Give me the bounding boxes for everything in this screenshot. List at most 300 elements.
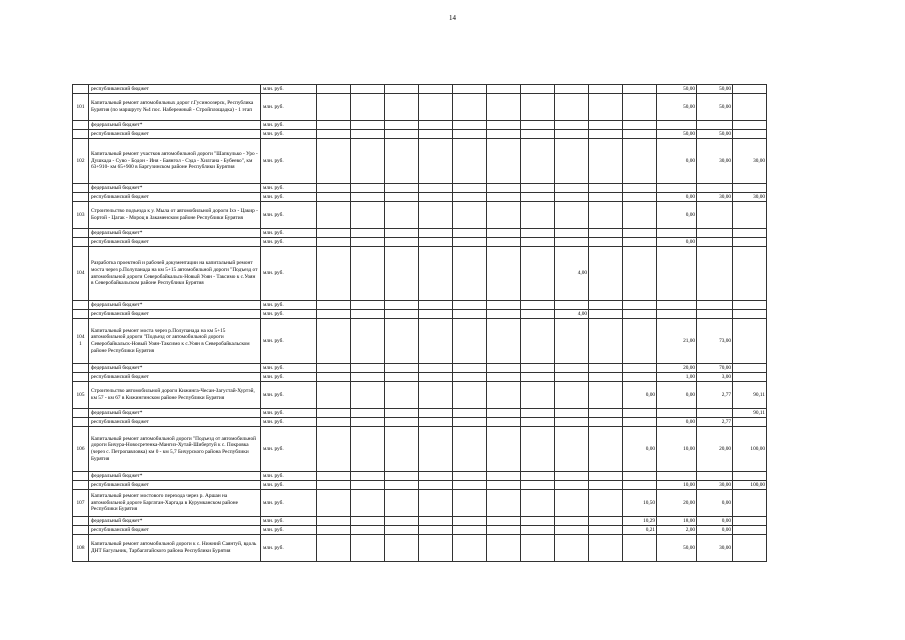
value-cell: [555, 229, 589, 238]
value-cell: [351, 382, 385, 409]
value-cell: 0,00: [657, 418, 697, 427]
value-cell: [487, 319, 521, 364]
description-cell: Капитальный ремонт автомобильных дорог г.Гусиноозерск, Республика Бурятия (по маршруту №4 пос. Набережный - Стройплощадка) - 1 этап: [89, 94, 261, 121]
value-cell: [589, 310, 623, 319]
value-cell: 0,00: [697, 526, 733, 535]
value-cell: [351, 238, 385, 247]
value-cell: 10,29: [623, 517, 657, 526]
value-cell: [555, 130, 589, 139]
unit-cell: млн. руб.: [261, 526, 317, 535]
value-cell: [589, 301, 623, 310]
value-cell: [555, 490, 589, 517]
value-cell: [453, 319, 487, 364]
row-number-cell: [73, 193, 89, 202]
row-number-cell: 105: [73, 382, 89, 409]
value-cell: 0,00: [657, 382, 697, 409]
value-cell: [733, 121, 767, 130]
value-cell: [385, 238, 419, 247]
value-cell: [733, 130, 767, 139]
value-cell: 70,00: [697, 364, 733, 373]
value-cell: [521, 535, 555, 562]
value-cell: [623, 139, 657, 184]
value-cell: [385, 526, 419, 535]
value-cell: [317, 247, 351, 301]
description-cell: республиканский бюджет: [89, 193, 261, 202]
value-cell: [351, 139, 385, 184]
value-cell: [317, 193, 351, 202]
value-cell: [487, 184, 521, 193]
value-cell: [623, 193, 657, 202]
value-cell: [385, 427, 419, 472]
value-cell: [697, 301, 733, 310]
unit-cell: млн. руб.: [261, 427, 317, 472]
unit-cell: млн. руб.: [261, 373, 317, 382]
row-number-cell: 104 1: [73, 319, 89, 364]
value-cell: [351, 319, 385, 364]
value-cell: [419, 193, 453, 202]
value-cell: [697, 184, 733, 193]
value-cell: 30,00: [733, 193, 767, 202]
value-cell: [589, 382, 623, 409]
unit-cell: млн. руб.: [261, 418, 317, 427]
value-cell: [385, 310, 419, 319]
description-cell: федеральный бюджет*: [89, 364, 261, 373]
value-cell: [351, 229, 385, 238]
unit-cell: млн. руб.: [261, 535, 317, 562]
value-cell: [419, 85, 453, 94]
value-cell: [453, 373, 487, 382]
value-cell: [521, 310, 555, 319]
value-cell: [317, 418, 351, 427]
value-cell: 20,00: [697, 427, 733, 472]
description-cell: Капитальный ремонт мостового перехода через р. Аршан на автомобильной дороге Баргатан-Харгада в Курумканском районе Республики Бурятия: [89, 490, 261, 517]
value-cell: [521, 121, 555, 130]
value-cell: [385, 418, 419, 427]
value-cell: [521, 517, 555, 526]
value-cell: [657, 472, 697, 481]
value-cell: [487, 229, 521, 238]
row-number-cell: 103: [73, 202, 89, 229]
value-cell: 3,00: [697, 373, 733, 382]
row-number-cell: [73, 130, 89, 139]
value-cell: [453, 94, 487, 121]
value-cell: [487, 481, 521, 490]
value-cell: [317, 517, 351, 526]
value-cell: [419, 364, 453, 373]
value-cell: [657, 310, 697, 319]
value-cell: [351, 130, 385, 139]
unit-cell: млн. руб.: [261, 229, 317, 238]
value-cell: [623, 94, 657, 121]
value-cell: [589, 481, 623, 490]
value-cell: [623, 535, 657, 562]
value-cell: [487, 85, 521, 94]
value-cell: [385, 319, 419, 364]
value-cell: [351, 409, 385, 418]
value-cell: [623, 238, 657, 247]
value-cell: [453, 139, 487, 184]
value-cell: [487, 526, 521, 535]
value-cell: [521, 373, 555, 382]
value-cell: [453, 472, 487, 481]
unit-cell: млн. руб.: [261, 193, 317, 202]
value-cell: [453, 184, 487, 193]
description-cell: республиканский бюджет: [89, 373, 261, 382]
value-cell: [657, 247, 697, 301]
value-cell: [589, 535, 623, 562]
value-cell: [317, 301, 351, 310]
value-cell: [317, 373, 351, 382]
row-number-cell: 104: [73, 247, 89, 301]
table-row: [73, 94, 767, 121]
value-cell: [351, 427, 385, 472]
value-cell: 30,00: [697, 481, 733, 490]
description-cell: федеральный бюджет*: [89, 301, 261, 310]
value-cell: 90,11: [733, 409, 767, 418]
value-cell: [487, 418, 521, 427]
description-cell: федеральный бюджет*: [89, 472, 261, 481]
value-cell: [521, 193, 555, 202]
value-cell: [453, 382, 487, 409]
value-cell: [657, 301, 697, 310]
value-cell: [385, 382, 419, 409]
row-number-cell: [73, 409, 89, 418]
row-number-cell: 101: [73, 94, 89, 121]
value-cell: 30,00: [697, 193, 733, 202]
value-cell: [589, 139, 623, 184]
value-cell: [623, 319, 657, 364]
value-cell: [317, 202, 351, 229]
table-row: [73, 85, 767, 94]
value-cell: 2,77: [697, 382, 733, 409]
value-cell: [487, 94, 521, 121]
value-cell: [589, 319, 623, 364]
table-row: [73, 229, 767, 238]
table-row: [73, 472, 767, 481]
value-cell: [589, 247, 623, 301]
value-cell: [487, 202, 521, 229]
value-cell: [521, 229, 555, 238]
value-cell: 0,00: [657, 139, 697, 184]
value-cell: [733, 247, 767, 301]
value-cell: [555, 238, 589, 247]
value-cell: [453, 247, 487, 301]
table-row: [73, 526, 767, 535]
value-cell: [317, 238, 351, 247]
value-cell: [419, 247, 453, 301]
value-cell: [385, 202, 419, 229]
value-cell: [487, 427, 521, 472]
value-cell: 0,00: [623, 427, 657, 472]
value-cell: [317, 364, 351, 373]
row-number-cell: 106: [73, 427, 89, 472]
value-cell: 4,00: [555, 247, 589, 301]
value-cell: 20,00: [657, 364, 697, 373]
value-cell: [521, 184, 555, 193]
value-cell: [521, 319, 555, 364]
row-number-cell: [73, 238, 89, 247]
value-cell: [351, 202, 385, 229]
value-cell: [453, 310, 487, 319]
value-cell: [351, 121, 385, 130]
value-cell: 10,00: [657, 481, 697, 490]
value-cell: 0,00: [657, 202, 697, 229]
value-cell: [623, 85, 657, 94]
value-cell: [317, 382, 351, 409]
value-cell: [487, 517, 521, 526]
value-cell: [555, 85, 589, 94]
value-cell: [453, 427, 487, 472]
value-cell: 73,00: [697, 319, 733, 364]
value-cell: [385, 301, 419, 310]
value-cell: [385, 247, 419, 301]
value-cell: [385, 229, 419, 238]
table-row: [73, 202, 767, 229]
value-cell: [589, 193, 623, 202]
value-cell: [555, 373, 589, 382]
value-cell: [555, 409, 589, 418]
value-cell: [351, 94, 385, 121]
unit-cell: млн. руб.: [261, 202, 317, 229]
description-cell: федеральный бюджет*: [89, 121, 261, 130]
value-cell: [419, 301, 453, 310]
value-cell: 100,00: [733, 427, 767, 472]
value-cell: [419, 130, 453, 139]
unit-cell: млн. руб.: [261, 121, 317, 130]
table-row: [73, 409, 767, 418]
value-cell: [317, 472, 351, 481]
description-cell: федеральный бюджет*: [89, 229, 261, 238]
row-number-cell: 102: [73, 139, 89, 184]
value-cell: [555, 526, 589, 535]
value-cell: [453, 130, 487, 139]
value-cell: 0,00: [657, 193, 697, 202]
value-cell: [657, 121, 697, 130]
value-cell: [487, 139, 521, 184]
value-cell: 50,00: [657, 130, 697, 139]
row-number-cell: 107: [73, 490, 89, 517]
description-cell: республиканский бюджет: [89, 85, 261, 94]
value-cell: 0,00: [697, 490, 733, 517]
value-cell: [697, 472, 733, 481]
value-cell: [521, 481, 555, 490]
value-cell: [385, 94, 419, 121]
value-cell: [351, 526, 385, 535]
value-cell: [733, 94, 767, 121]
value-cell: [487, 247, 521, 301]
value-cell: [697, 409, 733, 418]
value-cell: 30,00: [697, 535, 733, 562]
value-cell: [733, 472, 767, 481]
row-number-cell: [73, 310, 89, 319]
value-cell: 2,77: [697, 418, 733, 427]
row-number-cell: [73, 481, 89, 490]
value-cell: [733, 184, 767, 193]
value-cell: [657, 184, 697, 193]
value-cell: [453, 193, 487, 202]
value-cell: 20,00: [657, 490, 697, 517]
value-cell: [589, 418, 623, 427]
value-cell: [351, 418, 385, 427]
unit-cell: млн. руб.: [261, 472, 317, 481]
unit-cell: млн. руб.: [261, 130, 317, 139]
value-cell: [733, 373, 767, 382]
row-number-cell: 108: [73, 535, 89, 562]
value-cell: [555, 481, 589, 490]
value-cell: [317, 535, 351, 562]
value-cell: [317, 139, 351, 184]
value-cell: [351, 535, 385, 562]
value-cell: [487, 382, 521, 409]
value-cell: [487, 130, 521, 139]
value-cell: [385, 121, 419, 130]
value-cell: [521, 427, 555, 472]
unit-cell: млн. руб.: [261, 490, 317, 517]
value-cell: [317, 490, 351, 517]
value-cell: [453, 526, 487, 535]
unit-cell: млн. руб.: [261, 139, 317, 184]
value-cell: [555, 364, 589, 373]
value-cell: [697, 229, 733, 238]
value-cell: [623, 247, 657, 301]
value-cell: [521, 472, 555, 481]
value-cell: [733, 526, 767, 535]
table-row: [73, 490, 767, 517]
table-row: [73, 427, 767, 472]
value-cell: [419, 535, 453, 562]
value-cell: [487, 373, 521, 382]
table-row: [73, 238, 767, 247]
table-row: [73, 418, 767, 427]
value-cell: [589, 490, 623, 517]
value-cell: [385, 364, 419, 373]
unit-cell: млн. руб.: [261, 184, 317, 193]
value-cell: [419, 184, 453, 193]
value-cell: [555, 301, 589, 310]
value-cell: [589, 364, 623, 373]
value-cell: [385, 472, 419, 481]
row-number-cell: [73, 364, 89, 373]
value-cell: [317, 319, 351, 364]
value-cell: [623, 418, 657, 427]
table-row: [73, 373, 767, 382]
unit-cell: млн. руб.: [261, 85, 317, 94]
value-cell: [453, 517, 487, 526]
value-cell: [623, 364, 657, 373]
value-cell: [419, 373, 453, 382]
row-number-cell: [73, 418, 89, 427]
value-cell: [419, 517, 453, 526]
row-number-cell: [73, 472, 89, 481]
value-cell: [733, 229, 767, 238]
value-cell: [521, 364, 555, 373]
value-cell: [521, 301, 555, 310]
unit-cell: млн. руб.: [261, 310, 317, 319]
table-row: [73, 184, 767, 193]
value-cell: [453, 121, 487, 130]
value-cell: 30,00: [733, 139, 767, 184]
value-cell: 100,00: [733, 481, 767, 490]
value-cell: [589, 373, 623, 382]
description-cell: республиканский бюджет: [89, 130, 261, 139]
value-cell: [733, 535, 767, 562]
value-cell: [385, 409, 419, 418]
value-cell: [697, 310, 733, 319]
value-cell: [453, 364, 487, 373]
value-cell: 21,00: [657, 319, 697, 364]
value-cell: [453, 481, 487, 490]
value-cell: [351, 247, 385, 301]
value-cell: [385, 481, 419, 490]
value-cell: [555, 418, 589, 427]
table-row: [73, 193, 767, 202]
value-cell: [453, 202, 487, 229]
value-cell: [317, 130, 351, 139]
value-cell: [733, 319, 767, 364]
value-cell: [419, 481, 453, 490]
description-cell: республиканский бюджет: [89, 526, 261, 535]
value-cell: [589, 184, 623, 193]
value-cell: [623, 229, 657, 238]
value-cell: [385, 535, 419, 562]
value-cell: [521, 490, 555, 517]
value-cell: [419, 427, 453, 472]
value-cell: [697, 238, 733, 247]
value-cell: [555, 184, 589, 193]
value-cell: [487, 490, 521, 517]
table-row: [73, 301, 767, 310]
description-cell: Капитальный ремонт участков автомобильной дороги "Шапкулько - Уро - Душкада - Суво - Бодон - Иня - Баянгол - Сэда - Хилгана - Бубеево", км 63+910- км 65+900 в Баргузинском районе Республики Бурятия: [89, 139, 261, 184]
table-row: [73, 139, 767, 184]
value-cell: [589, 238, 623, 247]
table-row: [73, 319, 767, 364]
table-row: [73, 382, 767, 409]
description-cell: республиканский бюджет: [89, 418, 261, 427]
row-number-cell: [73, 373, 89, 382]
value-cell: [317, 427, 351, 472]
value-cell: [385, 517, 419, 526]
value-cell: [487, 535, 521, 562]
value-cell: [623, 409, 657, 418]
value-cell: [623, 184, 657, 193]
value-cell: [589, 94, 623, 121]
value-cell: [419, 526, 453, 535]
value-cell: [555, 382, 589, 409]
value-cell: [589, 130, 623, 139]
description-cell: республиканский бюджет: [89, 481, 261, 490]
value-cell: [317, 184, 351, 193]
description-cell: Строительство подъезда к у. Мыла от автомобильной дороги Іхэ - Цакир - Бортой - Цагак - Мороц в Закаменском районе Республики Бурятия: [89, 202, 261, 229]
value-cell: [521, 409, 555, 418]
value-cell: [555, 121, 589, 130]
value-cell: 0,00: [697, 517, 733, 526]
value-cell: [419, 310, 453, 319]
value-cell: [555, 472, 589, 481]
value-cell: [317, 121, 351, 130]
value-cell: [487, 364, 521, 373]
unit-cell: млн. руб.: [261, 364, 317, 373]
value-cell: [453, 85, 487, 94]
value-cell: [487, 238, 521, 247]
value-cell: [623, 301, 657, 310]
unit-cell: млн. руб.: [261, 94, 317, 121]
value-cell: [317, 310, 351, 319]
row-number-cell: [73, 517, 89, 526]
row-number-cell: [73, 121, 89, 130]
value-cell: [697, 247, 733, 301]
unit-cell: млн. руб.: [261, 517, 317, 526]
value-cell: 50,00: [697, 130, 733, 139]
